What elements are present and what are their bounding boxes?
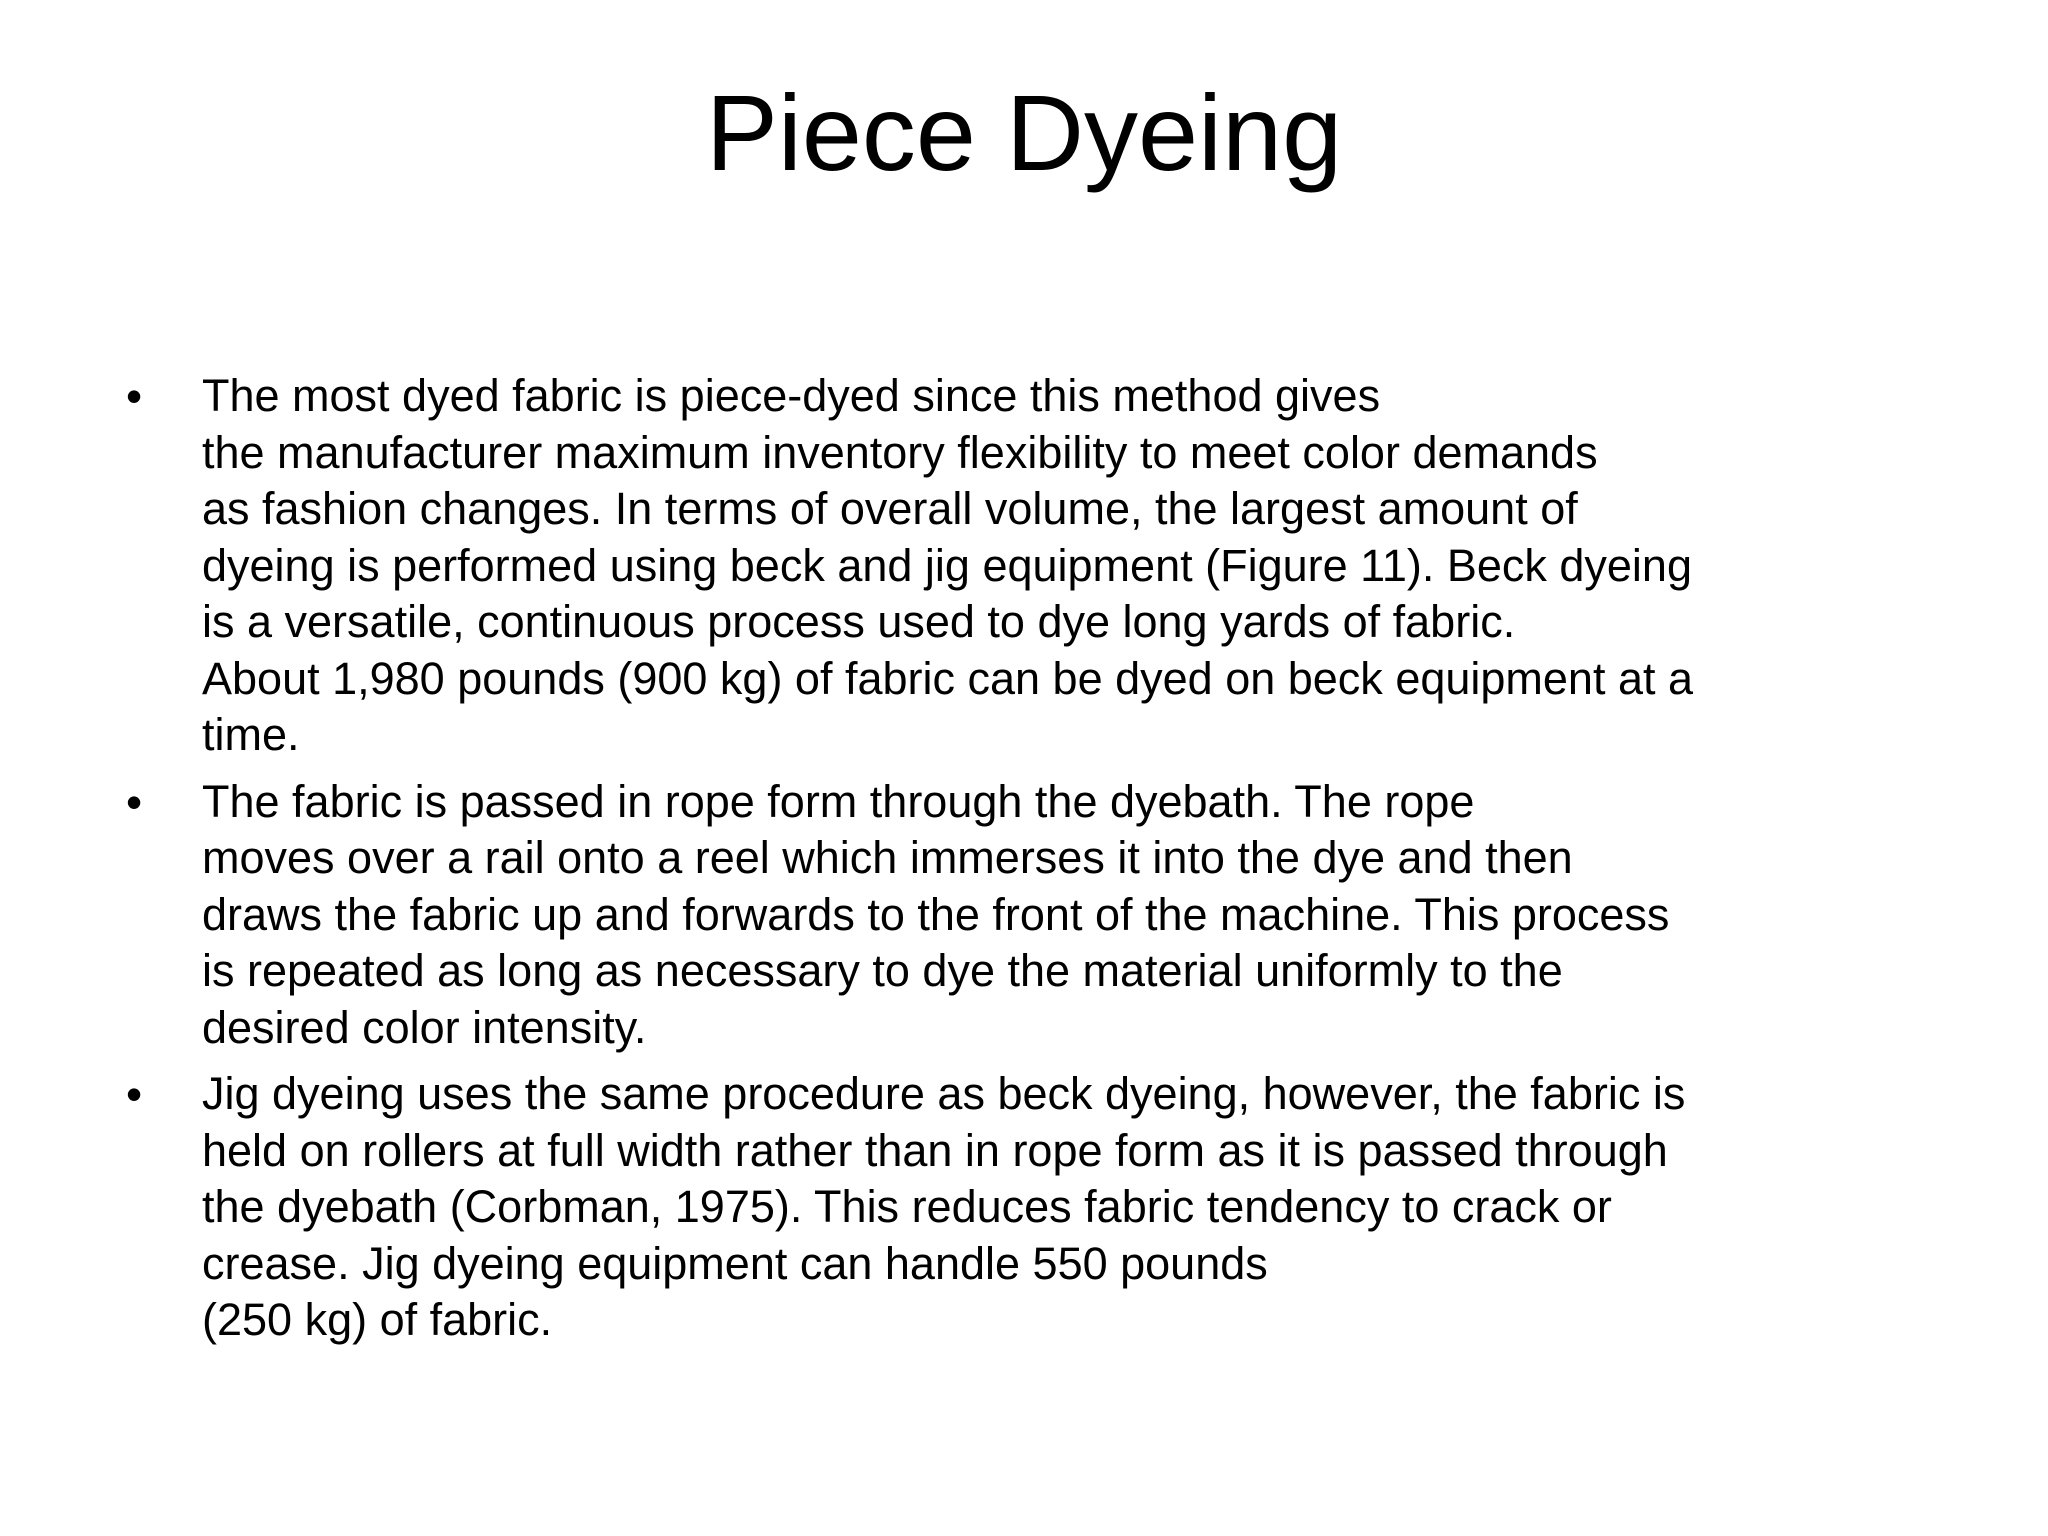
bullet-list xyxy=(122,368,1962,1349)
bullet-item xyxy=(122,1066,1962,1349)
bullet-text-line: The fabric is passed in rope form through the dyebath. The rope xyxy=(202,775,1475,827)
bullet-text-line: About 1,980 pounds (900 kg) of fabric can be dyed on beck equipment at a xyxy=(202,652,1694,704)
bullet-icon: • xyxy=(126,370,143,422)
bullet-icon: • xyxy=(126,775,143,828)
bullet-text-line: draws the fabric up and forwards to the front of the machine. This process xyxy=(202,888,1670,940)
bullet-text-line: the dyebath (Corbman, 1975). This reduces fabric tendency to crack or xyxy=(202,1181,1612,1232)
bullet-text-line: desired color intensity. xyxy=(202,1001,647,1053)
bullet-icon: • xyxy=(126,1068,143,1120)
bullet-text-line: moves over a rail onto a reel which immerses it into the dye and then xyxy=(202,832,1573,883)
bullet-text-line: the manufacturer maximum inventory flexibility to meet color demands xyxy=(202,426,1598,478)
bullet-text-line: dyeing is performed using beck and jig equipment (Figure 11). Beck dyeing xyxy=(202,539,1692,591)
bullet-text-line: Jig dyeing uses the same procedure as beck dyeing, however, the fabric is xyxy=(202,1068,1686,1119)
bullet-text-line: held on rollers at full width rather than in rope form as it is passed through xyxy=(202,1124,1668,1176)
slide-content xyxy=(122,368,1962,1359)
bullet-text-line: crease. Jig dyeing equipment can handle 550 pounds xyxy=(202,1237,1268,1289)
bullet-text-line: The most dyed fabric is piece-dyed since this method gives xyxy=(202,370,1381,421)
bullet-text-line: is a versatile, continuous process used to dye long yards of fabric. xyxy=(202,596,1516,647)
bullet-item xyxy=(122,368,1962,764)
bullet-text-line: time. xyxy=(202,709,300,760)
bullet-item xyxy=(122,774,1962,1057)
bullet-text-line: is repeated as long as necessary to dye the material uniformly to the xyxy=(202,945,1563,996)
bullet-text-line: as fashion changes. In terms of overall volume, the largest amount of xyxy=(202,483,1578,534)
slide-title: Piece Dyeing xyxy=(705,72,1343,193)
bullet-text-line: (250 kg) of fabric. xyxy=(202,1294,553,1345)
